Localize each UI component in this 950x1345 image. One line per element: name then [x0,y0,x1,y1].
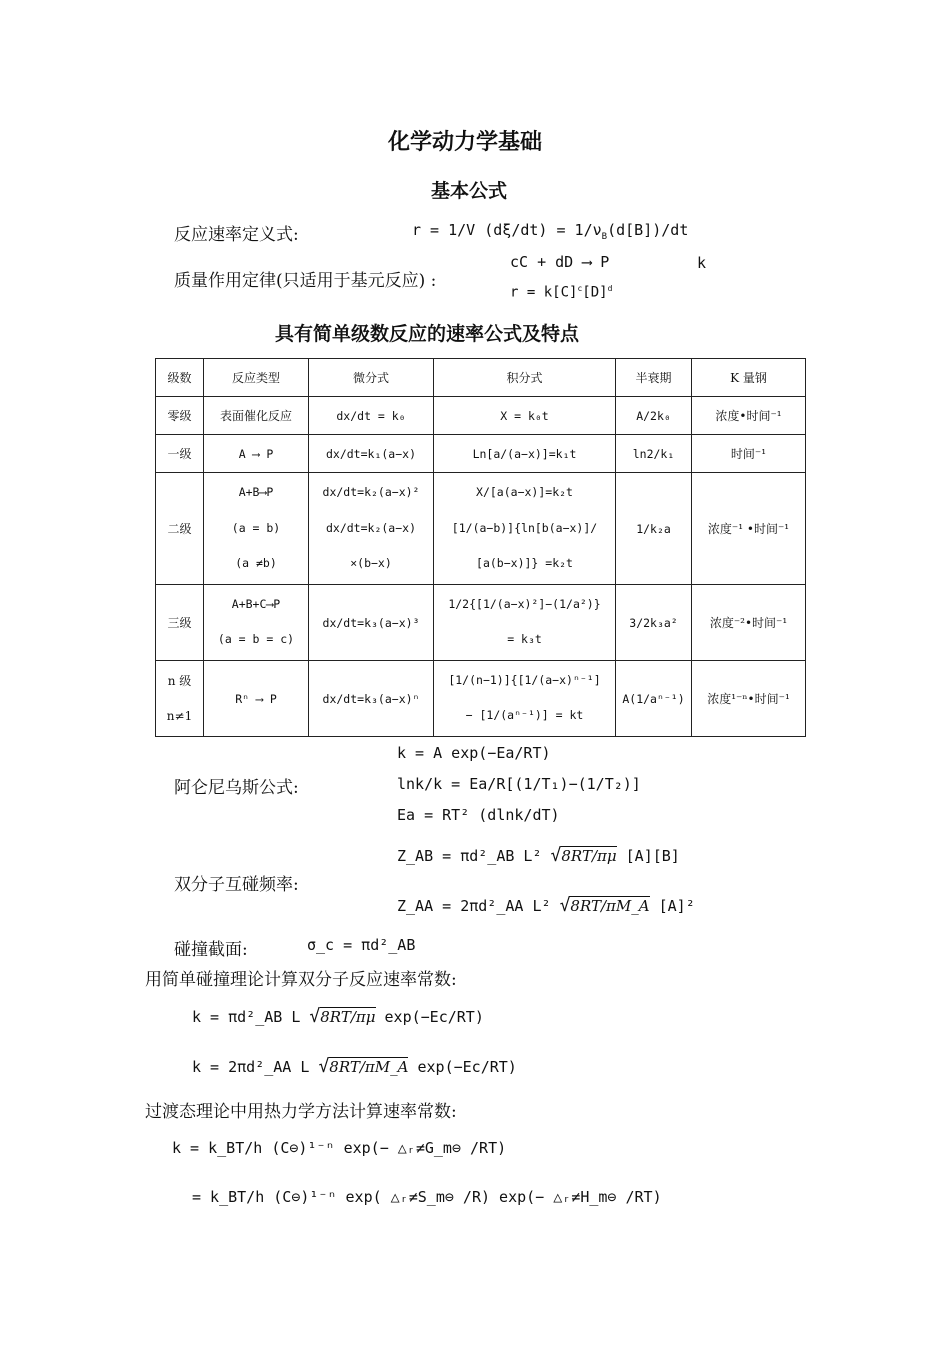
cross-section-formula: σ_c = πd²_AB [307,936,416,954]
collision-frequency-aa: Z_AA = 2πd²_AA L² √8RT/πM_A [A]² [397,895,695,916]
mass-action-reaction: cC + dD ⟶ P [510,253,610,271]
transition-state-formula-2: = k_BT/h (C⊖)¹⁻ⁿ exp( △ᵣ≠S_m⊖ /R) exp(− △ᵣ≠H_m⊖ /RT) [192,1188,662,1206]
rate-definition-formula: r = 1/V $(d\xi/dt) = 1/\nu_B(d[B])/dt$ [412,221,689,242]
unit-cell: 时间⁻¹ [692,435,806,473]
table-row [156,397,806,435]
integ-line: [1/(n−1)]{[1/(a−x)ⁿ⁻¹] [448,673,601,688]
header-type: 反应类型 [204,359,309,397]
diff-line: dx/dt=k₂(a−x) [325,520,416,535]
type-cell [204,473,309,585]
diff-cell: dx/dt=k₁(a−x) [309,435,434,473]
header-k-unit: K 量钢 [692,359,806,397]
table-heading: 具有简单级数反应的速率公式及特点 [275,323,580,345]
half-life-cell: 3/2k₃a² [616,585,692,661]
transition-state-heading: 过渡态理论中用热力学方法计算速率常数: [145,1102,457,1122]
order-cell: 三级 [156,585,204,661]
diff-line: dx/dt=k₂(a−x)² [322,485,420,500]
arrhenius-formula-1: k = A exp(−Ea/RT) [397,744,551,762]
page-title: 化学动力学基础 [388,130,543,155]
type-cell: Rⁿ ⟶ P [204,661,309,737]
half-life-cell: A/2k₀ [616,397,692,435]
table-header-row [156,359,806,397]
integ-cell [434,473,616,585]
unit-cell: 浓度•时间⁻¹ [692,397,806,435]
table-row [156,435,806,473]
order-line: n≠1 [166,708,193,723]
sc2-lhs: k = 2πd²_AA L [192,1058,310,1076]
order-cell: 一级 [156,435,204,473]
sc1-lhs: k = πd²_AB L [192,1008,301,1026]
table-row [156,661,806,737]
integ-cell: X = k₀t [434,397,616,435]
mass-action-k: k [697,254,707,272]
simple-collision-formula-1: k = πd²_AB L √8RT/πμ exp(−Ec/RT) [192,1006,484,1027]
order-cell: 零级 [156,397,204,435]
type-line: (a = b) [231,520,281,535]
table-row [156,585,806,661]
mass-action-rate: $r = k[C]^c[D]^d$ [510,284,613,301]
type-line: A+B⟶P [238,485,274,500]
sc2-radicand: 8RT/πM_A [329,1058,409,1076]
integ-line: [1/(a−b)]{ln[b(a−x)]/ [451,520,598,535]
arrhenius-formula-2: lnk/k = Ea/R[(1/T₁)−(1/T₂)] [397,775,641,793]
sc1-tail: exp(−Ec/RT) [384,1008,484,1026]
zab-tail: [A][B] [625,847,680,865]
rate-definition-label: 反应速率定义式: [174,225,299,245]
collision-frequency-ab: Z_AB = πd²_AB L² √8RT/πμ [A][B] [397,845,680,866]
integ-line: = k₃t [507,632,542,647]
mass-action-label: 质量作用定律(只适用于基元反应) : [174,271,437,291]
rate-formula-table [155,358,806,737]
basic-heading: 基本公式 [431,180,508,202]
simple-collision-formula-2: k = 2πd²_AA L √8RT/πM_A exp(−Ec/RT) [192,1056,517,1077]
diff-cell: dx/dt=k₃(a−x)ⁿ [309,661,434,737]
transition-state-formula-1: k = k_BT/h (C⊖)¹⁻ⁿ exp(− △ᵣ≠G_m⊖ /RT) [172,1139,507,1157]
half-life-cell: A(1/aⁿ⁻¹) [616,661,692,737]
integ-cell [434,661,616,737]
cross-section-label: 碰撞截面: [174,940,248,960]
integ-line: [a(b−x)]} =k₂t [476,555,573,570]
sc1-radicand: 8RT/πμ [320,1008,376,1026]
unit-cell: 浓度⁻¹ •时间⁻¹ [692,473,806,585]
zaa-lhs: Z_AA = 2πd²_AA L² [397,897,551,915]
type-line: (a = b = c) [217,632,295,647]
order-line: n 级 [167,673,192,688]
zaa-radicand: 8RT/πM_A [570,897,650,915]
integ-line: − [1/(aⁿ⁻¹)] = kt [465,708,584,723]
integ-line: X/[a(a−x)]=k₂t [476,485,573,500]
integ-cell [434,585,616,661]
diff-cell: dx/dt = k₀ [309,397,434,435]
type-line: A+B+C⟶P [231,597,281,612]
zaa-tail: [A]² [658,897,695,915]
collision-frequency-label: 双分子互碰频率: [174,875,299,895]
header-differential: 微分式 [309,359,434,397]
table-row [156,473,806,585]
diff-line: ×(b−x) [350,555,392,570]
header-order: 级数 [156,359,204,397]
diff-cell [309,473,434,585]
header-half-life: 半衰期 [616,359,692,397]
diff-cell: dx/dt=k₃(a−x)³ [309,585,434,661]
integ-cell: Ln[a/(a−x)]=k₁t [434,435,616,473]
order-cell: 二级 [156,473,204,585]
type-cell: 表面催化反应 [204,397,309,435]
half-life-cell: 1/k₂a [616,473,692,585]
sc2-tail: exp(−Ec/RT) [417,1058,517,1076]
type-cell: A ⟶ P [204,435,309,473]
header-integral: 积分式 [434,359,616,397]
type-line: (a ≠b) [235,555,277,570]
half-life-cell: ln2/k₁ [616,435,692,473]
type-cell [204,585,309,661]
arrhenius-label: 阿仑尼乌斯公式: [174,778,299,798]
order-cell [156,661,204,737]
unit-cell: 浓度¹⁻ⁿ•时间⁻¹ [692,661,806,737]
unit-cell: 浓度⁻²•时间⁻¹ [692,585,806,661]
integ-line: 1/2{[1/(a−x)²]−(1/a²)} [448,597,601,612]
zab-lhs: Z_AB = πd²_AB L² [397,847,542,865]
zab-radicand: 8RT/πμ [561,847,617,865]
arrhenius-formula-3: Ea = RT² (dlnk/dT) [397,806,560,824]
simple-collision-heading: 用简单碰撞理论计算双分子反应速率常数: [145,970,457,990]
